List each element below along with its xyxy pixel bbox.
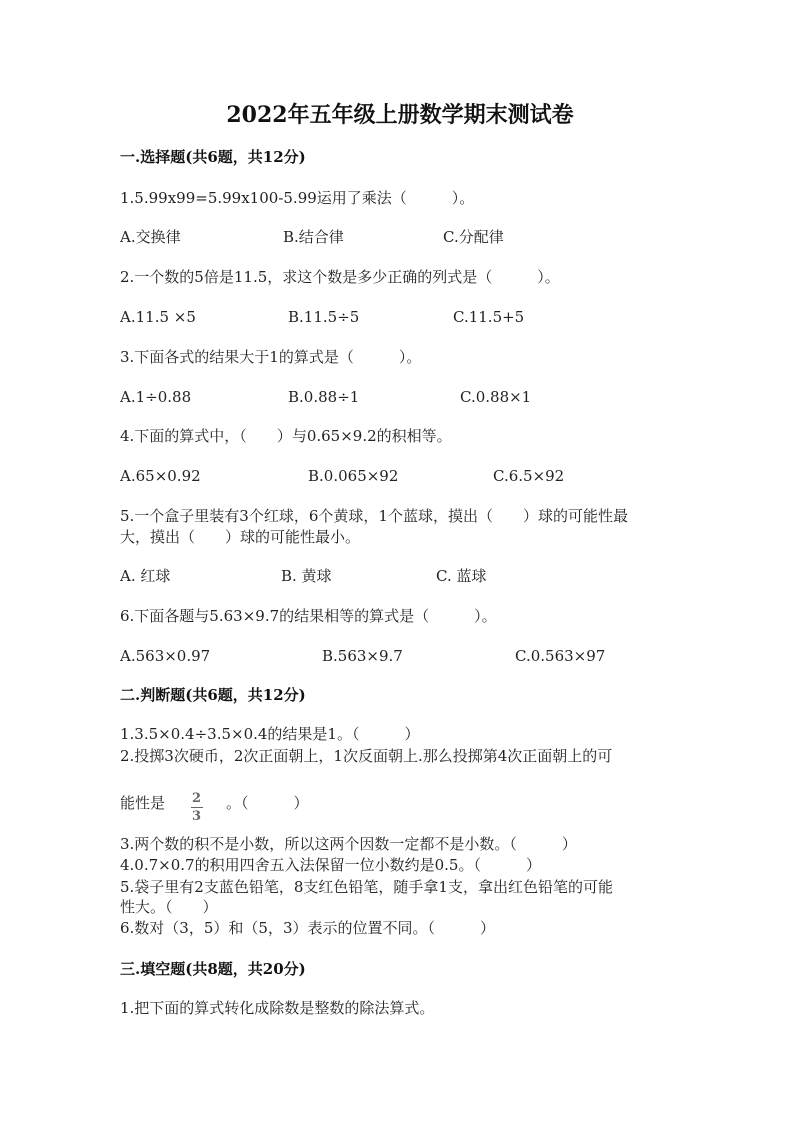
- choice-q6-option-a: A.563×0.97: [120, 647, 211, 665]
- choice-q3-option-b: B.0.88÷1: [288, 388, 360, 406]
- choice-q2-option-a: A.11.5 ×5: [120, 308, 196, 326]
- choice-q1-option-b: B.结合律: [283, 228, 344, 246]
- choice-q4-option-c: C.6.5×92: [493, 467, 565, 485]
- choice-q1-option-a: A.交换律: [120, 228, 181, 246]
- choice-q6-stem: 6.下面各题与5.63×9.7的结果相等的算式是（ ）。: [120, 607, 497, 625]
- judge-q5-line2: 性大。（ ）: [120, 898, 218, 916]
- choice-q1-option-c: C.分配律: [443, 228, 504, 246]
- choice-q1-stem: 1.5.99x99=5.99x100-5.99运用了乘法（ ）。: [120, 189, 475, 207]
- judge-q6: 6.数对（3，5）和（5，3）表示的位置不同。（ ）: [120, 919, 495, 937]
- choice-q4-option-b: B.0.065×92: [308, 467, 399, 485]
- fraction-bar: [191, 807, 203, 808]
- page-title: 2022年五年级上册数学期末测试卷: [226, 102, 574, 128]
- choice-q2-option-c: C.11.5+5: [453, 308, 525, 326]
- choice-q6-option-b: B.563×9.7: [322, 647, 403, 665]
- section-heading-judge: 二.判断题(共6题，共12分): [120, 686, 306, 704]
- judge-q2-suffix: 。（ ）: [226, 794, 309, 812]
- choice-q4-stem: 4.下面的算式中，（ ）与0.65×9.2的积相等。: [120, 427, 452, 445]
- choice-q6-option-c: C.0.563×97: [515, 647, 606, 665]
- judge-q2-line1: 2.投掷3次硬币，2次正面朝上，1次反面朝上.那么投掷第4次正面朝上的可: [120, 747, 613, 765]
- fill-q1: 1.把下面的算式转化成除数是整数的除法算式。: [120, 999, 435, 1017]
- choice-q5-option-c: C. 蓝球: [436, 567, 487, 585]
- choice-q3-option-c: C.0.88×1: [460, 388, 532, 406]
- judge-q1: 1.3.5×0.4÷3.5×0.4的结果是1。（ ）: [120, 725, 420, 743]
- fraction-two-thirds: [190, 792, 203, 823]
- choice-q5-option-a: A. 红球: [120, 567, 171, 585]
- choice-q2-option-b: B.11.5÷5: [288, 308, 360, 326]
- choice-q5-option-b: B. 黄球: [281, 567, 332, 585]
- choice-q2-stem: 2.一个数的5倍是11.5，求这个数是多少正确的列式是（ ）。: [120, 268, 560, 286]
- section-heading-choice: 一.选择题(共6题，共12分): [120, 148, 306, 166]
- judge-q2-prefix: 能性是: [120, 794, 166, 812]
- section-heading-fill: 三.填空题(共8题，共20分): [120, 960, 306, 978]
- choice-q3-option-a: A.1÷0.88: [120, 388, 192, 406]
- judge-q2-fraction: [190, 790, 203, 823]
- choice-q4-option-a: A.65×0.92: [120, 467, 201, 485]
- choice-q5-stem-line1: 5.一个盒子里装有3个红球，6个黄球，1个蓝球，摸出（ ）球的可能性最: [120, 507, 628, 525]
- judge-q3: 3.两个数的积不是小数，所以这两个因数一定都不是小数。（ ）: [120, 835, 577, 853]
- fraction-numerator: 2: [192, 791, 202, 806]
- fraction-denominator: 3: [192, 809, 202, 824]
- choice-q5-stem-line2: 大，摸出（ ）球的可能性最小。: [120, 528, 361, 546]
- choice-q3-stem: 3.下面各式的结果大于1的算式是（ ）。: [120, 348, 422, 366]
- judge-q5-line1: 5.袋子里有2支蓝色铅笔，8支红色铅笔，随手拿1支，拿出红色铅笔的可能: [120, 878, 613, 896]
- judge-q4: 4.0.7×0.7的积用四舍五入法保留一位小数约是0.5。（ ）: [120, 856, 541, 874]
